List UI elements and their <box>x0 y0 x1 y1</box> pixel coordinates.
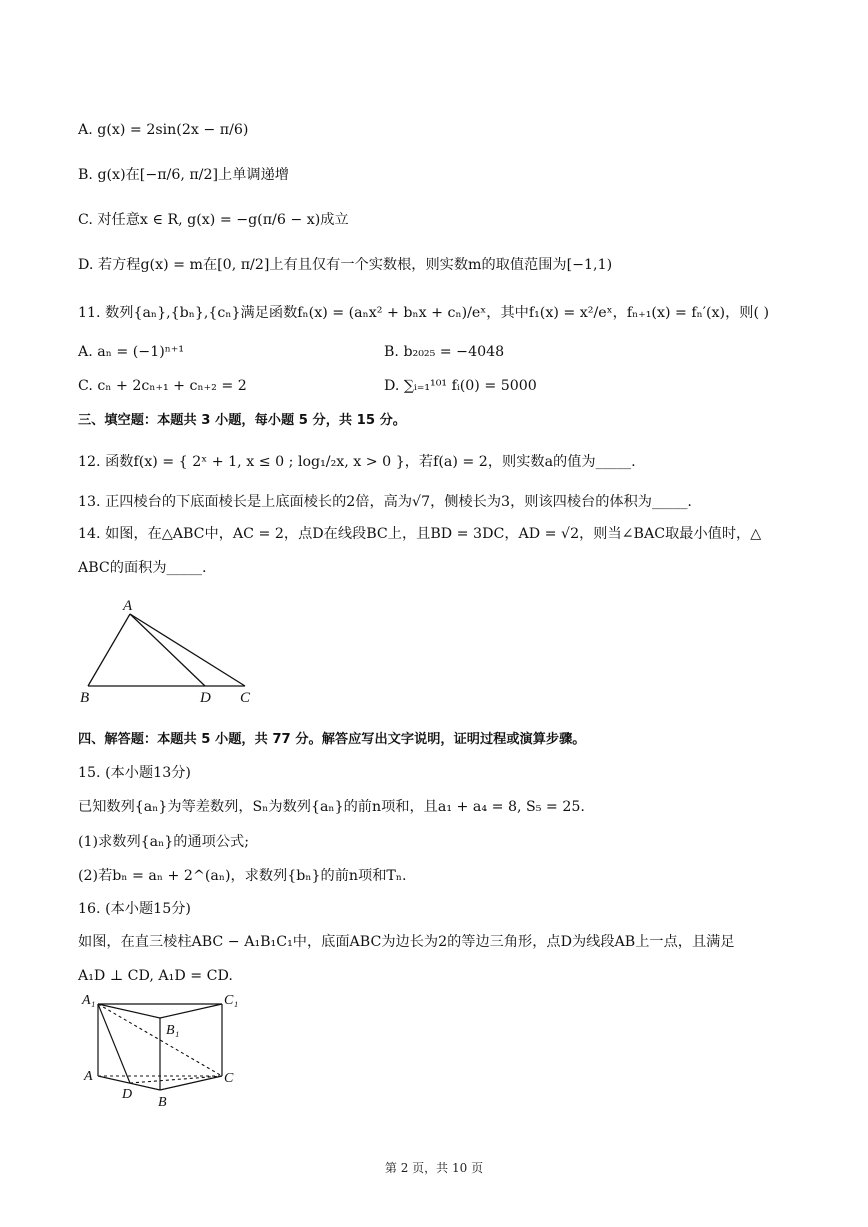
q11-option-c: C. cₙ + 2cₙ₊₁ + cₙ₊₂ = 2 <box>78 378 247 394</box>
q16-title: 16. (本小题15分) <box>78 901 191 917</box>
q16-stem-line-1: 如图，在直三棱柱ABC − A₁B₁C₁中，底面ABC为边长为2的等边三角形，点D为线段AB上一点，且满足 <box>78 934 735 950</box>
prism-figure <box>80 990 250 1110</box>
q11-option-a: A. aₙ = (−1)ⁿ⁺¹ <box>78 344 185 360</box>
q10-option-d: D. 若方程g(x) = m在[0, π/2]上有且仅有一个实数根，则实数m的取值范围为[−1,1) <box>78 257 613 273</box>
q11-option-d: D. ∑ᵢ₌₁¹⁰¹ fᵢ(0) = 5000 <box>384 378 537 394</box>
page-footer: 第 2 页，共 10 页 <box>384 1161 484 1175</box>
segment-A1D <box>98 1004 130 1083</box>
triangle-figure <box>70 594 270 709</box>
label-A1: A₁ <box>82 993 96 1008</box>
label-A: A <box>84 1069 93 1084</box>
q15-part-2: (2)若bₙ = aₙ + 2^(aₙ)，求数列{bₙ}的前n项和Tₙ. <box>78 868 407 884</box>
q12-text: 12. 函数f(x) = { 2ˣ + 1, x ≤ 0 ; log₁/₂x, x > 0 }，若f(a) = 2，则实数a的值为_____. <box>78 454 636 470</box>
label-C: C <box>240 690 251 706</box>
q10-option-a: A. g(x) = 2sin(2x − π/6) <box>78 122 249 138</box>
q13-text: 13. 正四棱台的下底面棱长是上底面棱长的2倍，高为√7，侧棱长为3，则该四棱台的体积为_____. <box>78 494 692 510</box>
edge-AC <box>130 614 245 686</box>
q15-title: 15. (本小题13分) <box>78 765 191 781</box>
section-3-header: 三、填空题：本题共 3 小题，每小题 5 分，共 15 分。 <box>78 413 406 428</box>
q15-stem: 已知数列{aₙ}为等差数列，Sₙ为数列{aₙ}的前n项和，且a₁ + a₄ = 8, S₅ = 25. <box>78 799 585 815</box>
q15-part-1: (1)求数列{aₙ}的通项公式; <box>78 834 250 850</box>
label-C: C <box>224 1071 234 1086</box>
label-D: D <box>122 1087 133 1102</box>
q16-stem-line-2: A₁D ⊥ CD, A₁D = CD. <box>78 968 233 984</box>
q10-option-c: C. 对任意x ∈ R, g(x) = −g(π/6 − x)成立 <box>78 212 349 228</box>
q14-line-1: 14. 如图，在△ABC中，AC = 2，点D在线段BC上，且BD = 3DC，AD = √2，则当∠BAC取最小值时，△ <box>78 526 762 542</box>
q11-stem: 11. 数列{aₙ},{bₙ},{cₙ}满足函数fₙ(x) = (aₙx² + bₙx + cₙ)/eˣ，其中f₁(x) = x²/eˣ，fₙ₊₁(x) = fₙ′(x)，则( ) <box>78 305 770 321</box>
label-B: B <box>80 690 90 706</box>
q11-option-b: B. b₂₀₂₅ = −4048 <box>384 344 505 360</box>
edge-B1C1 <box>160 1004 222 1018</box>
label-B: B <box>158 1095 167 1110</box>
section-4-header: 四、解答题：本题共 5 小题，共 77 分。解答应写出文字说明，证明过程或演算步骤。 <box>78 732 586 747</box>
label-B1: B₁ <box>166 1023 180 1038</box>
segment-AD <box>130 614 205 686</box>
edge-A1B1 <box>98 1004 160 1018</box>
label-A: A <box>123 598 133 614</box>
label-D: D <box>200 690 211 706</box>
q14-line-2: ABC的面积为_____. <box>78 560 207 576</box>
edge-AB <box>88 614 130 686</box>
q10-option-b: B. g(x)在[−π/6, π/2]上单调递增 <box>78 167 289 183</box>
label-C1: C₁ <box>224 993 239 1008</box>
